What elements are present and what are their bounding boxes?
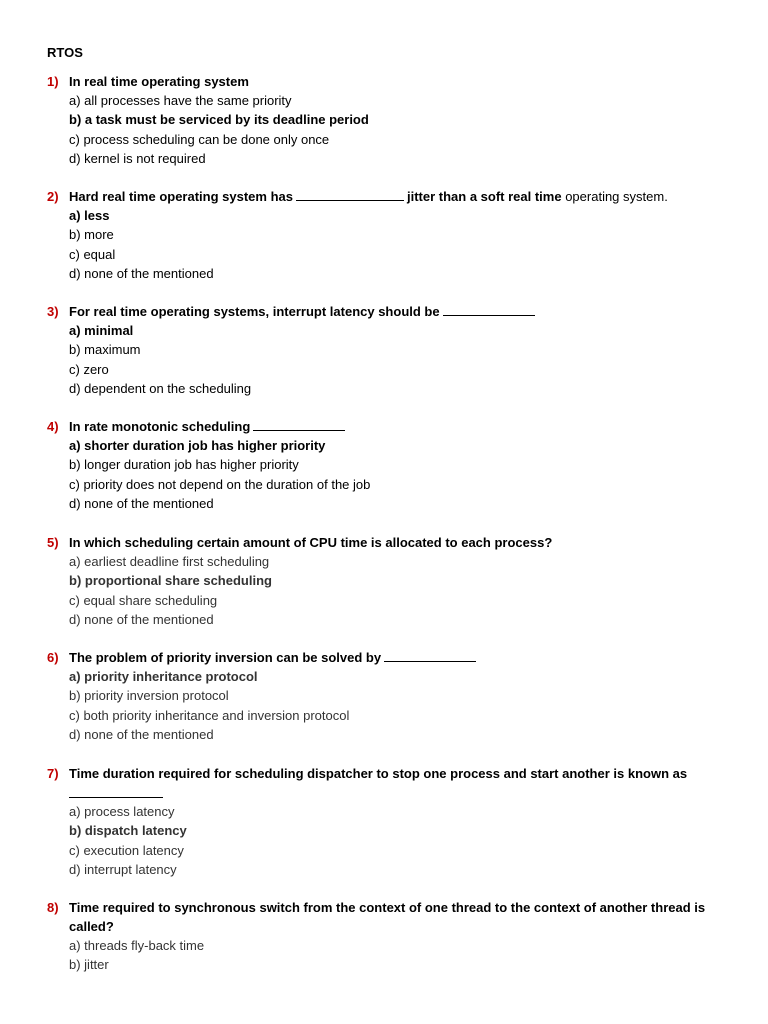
option-list [69, 936, 747, 975]
option-a: a) priority inheritance protocol [69, 669, 258, 684]
option-c: c) zero [69, 361, 109, 377]
option-c: c) execution latency [69, 842, 184, 858]
question-text: In which scheduling certain amount of CPU time is allocated to each process? [69, 535, 553, 550]
question-text-body: In rate monotonic scheduling [69, 419, 251, 434]
option-b: b) a task must be serviced by its deadline period [69, 112, 369, 128]
question-number: 3) [47, 304, 59, 319]
question-8 [47, 898, 747, 975]
document-title: RTOS [47, 45, 83, 60]
option-c: c) priority does not depend on the duration of the job [69, 476, 371, 492]
option-list [69, 206, 747, 283]
question-number: 2) [47, 189, 59, 204]
question-text [69, 648, 729, 667]
option-b: b) more [69, 227, 114, 243]
question-text-before: Hard real time operating system has [69, 189, 293, 204]
question-5 [47, 533, 747, 629]
option-a: a) minimal [69, 323, 134, 338]
question-text-after: jitter than a soft real time [406, 189, 562, 204]
option-d: d) none of the mentioned [69, 495, 214, 511]
option-b: b) proportional share scheduling [69, 573, 272, 589]
option-a: a) shorter duration job has higher priority [69, 438, 326, 453]
option-list [69, 667, 747, 744]
question-text [69, 302, 729, 321]
option-c: c) both priority inheritance and inversion protocol [69, 707, 350, 723]
question-text [69, 187, 729, 206]
answer-blank [384, 660, 476, 662]
option-d: d) kernel is not required [69, 150, 206, 166]
question-2 [47, 187, 747, 283]
question-text-body: For real time operating systems, interrupt latency should be [69, 304, 440, 319]
option-a: a) earliest deadline first scheduling [69, 554, 270, 569]
answer-blank [253, 429, 345, 431]
question-number: 1) [47, 74, 59, 89]
option-b: b) dispatch latency [69, 823, 187, 839]
question-6 [47, 648, 747, 744]
option-a: a) less [69, 208, 110, 223]
option-d: d) none of the mentioned [69, 726, 214, 742]
question-number: 5) [47, 535, 59, 550]
question-3 [47, 302, 747, 398]
question-text: Time duration required for scheduling dispatcher to stop one process and start another is known as [69, 766, 688, 781]
question-text-tail: operating system. [565, 189, 668, 204]
question-number: 6) [47, 650, 59, 665]
option-b: b) jitter [69, 957, 109, 973]
question-7 [47, 764, 747, 879]
question-number: 8) [47, 900, 59, 915]
answer-blank [69, 783, 163, 798]
option-a: a) process latency [69, 804, 175, 819]
option-c: c) equal share scheduling [69, 592, 218, 608]
question-1 [47, 72, 747, 168]
option-c: c) equal [69, 246, 116, 262]
option-b: b) longer duration job has higher priority [69, 457, 299, 473]
question-4 [47, 417, 747, 513]
option-b: b) priority inversion protocol [69, 688, 229, 704]
option-a: a) all processes have the same priority [69, 93, 292, 108]
question-number: 7) [47, 766, 59, 781]
answer-blank [443, 314, 535, 316]
question-text: Time required to synchronous switch from the context of one thread to the context of another thread is called? [69, 900, 706, 934]
question-text [69, 417, 729, 436]
option-list [69, 552, 747, 629]
question-number: 4) [47, 419, 59, 434]
option-d: d) none of the mentioned [69, 265, 214, 281]
option-list [69, 321, 747, 398]
option-c: c) process scheduling can be done only once [69, 131, 330, 147]
option-b: b) maximum [69, 342, 141, 358]
option-list [69, 91, 747, 168]
option-d: d) interrupt latency [69, 861, 177, 877]
option-d: d) none of the mentioned [69, 611, 214, 627]
question-text: In real time operating system [69, 74, 249, 89]
option-list [69, 436, 747, 513]
option-list [69, 783, 747, 879]
option-a: a) threads fly-back time [69, 938, 205, 953]
question-text-body: The problem of priority inversion can be solved by [69, 650, 382, 665]
answer-blank [296, 199, 404, 201]
option-d: d) dependent on the scheduling [69, 380, 252, 396]
